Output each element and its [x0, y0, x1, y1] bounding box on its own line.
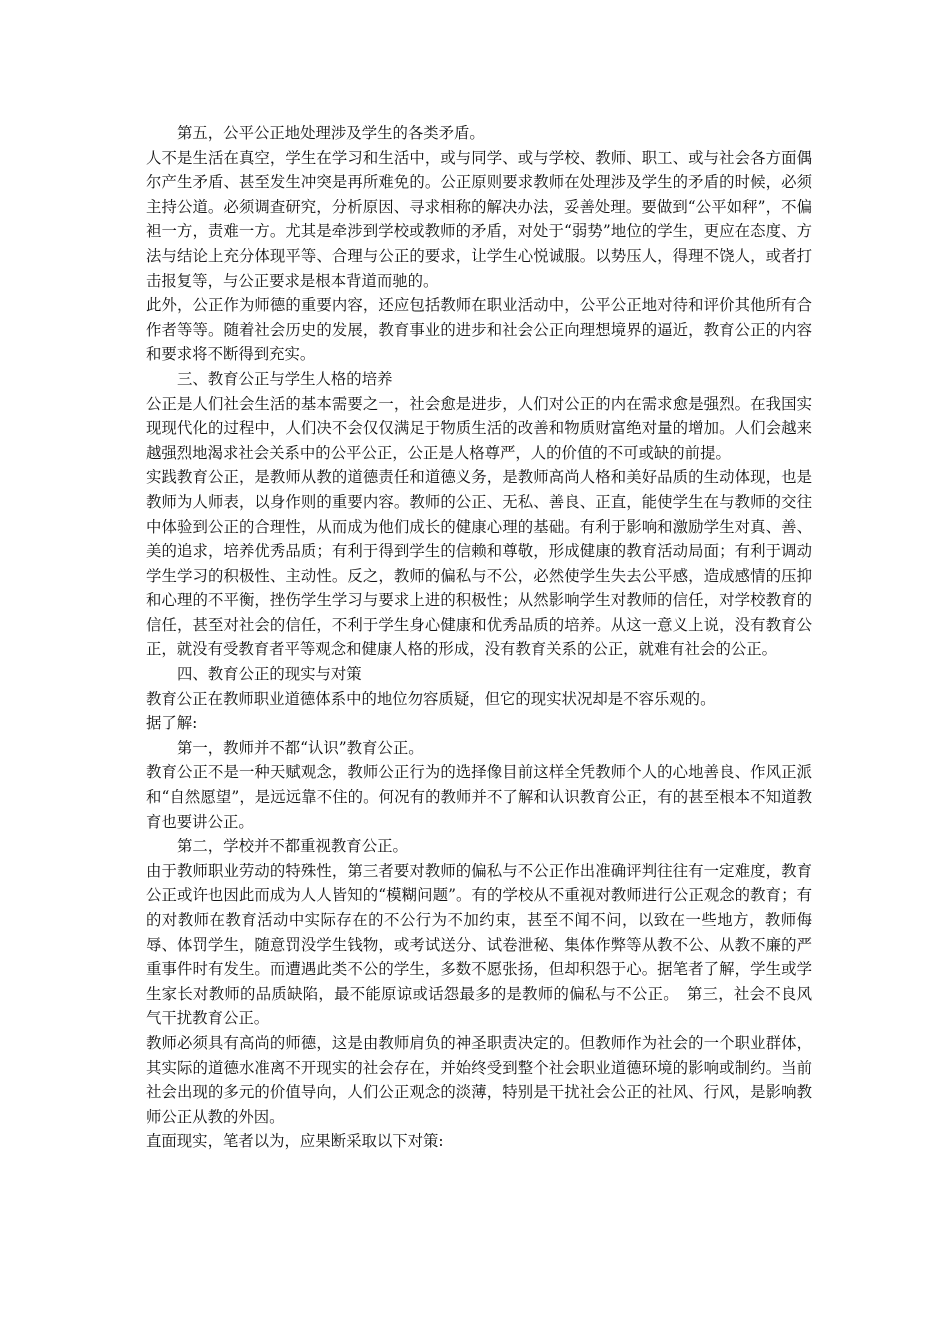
document-body	[146, 121, 812, 1154]
paragraph: 教育公正不是一种天赋观念，教师公正行为的选择像目前这样全凭教师个人的心地善良、作风正派和“自然愿望”，是远远靠不住的。何况有的教师并不了解和认识教育公正，有的甚至根本不知道教育也要讲公正。	[146, 763, 812, 831]
paragraph: 人不是生活在真空，学生在学习和生活中，或与同学、或与学校、教师、职工、或与社会各方面偶尔产生矛盾、甚至发生冲突是再所难免的。公正原则要求教师在处理涉及学生的矛盾的时候，必须主持公道。必须调查研究，分析原因、寻求相称的解决办法，妥善处理。要做到“公平如秤”，不偏袒一方，责难一方。尤其是牵涉到学校或教师的矛盾，对处于“弱势”地位的学生，更应在态度、方法与结论上充分体现平等、合理与公正的要求，让学生心悦诚服。以势压人，得理不饶人，或者打击报复等，与公正要求是根本背道而驰的。	[146, 148, 812, 290]
paragraph: 据了解:	[146, 714, 198, 733]
heading-fifth-point: 第五，公平公正地处理涉及学生的各类矛盾。	[177, 124, 485, 142]
paragraph: 实践教育公正，是教师从教的道德责任和道德义务，是教师高尚人格和美好品质的生动体现，也是教师为人师表，以身作则的重要内容。教师的公正、无私、善良、正直，能使学生在与教师的交往中体验到公正的合理性，从而成为他们成长的健康心理的基础。有利于影响和激励学生对真、善、美的追求，培养优秀品质；有利于得到学生的信赖和尊敬，形成健康的教育活动局面；有利于调动学生学习的积极性、主动性。反之，教师的偏私与不公，必然使学生失去公平感，造成感情的压抑和心理的不平衡，挫伤学生学习与要求上进的积极性；从然影响学生对教师的信任，对学校教育的信任，甚至对社会的信任，不利于学生身心健康和优秀品质的培养。从这一意义上说，没有教育公正，就没有受教育者平等观念和健康人格的形成，没有教育关系的公正，就难有社会的公正。	[146, 468, 812, 659]
section-heading-4: 四、教育公正的现实与对策	[177, 665, 362, 684]
paragraph: 公正是人们社会生活的基本需要之一，社会愈是进步，人们对公正的内在需求愈是强烈。在我国实现现代化的过程中，人们决不会仅仅满足于物质生活的改善和物质财富绝对量的增加。人们会越来越强烈地渴求社会关系中的公平公正，公正是人格尊严，人的价值的不可或缺的前提。	[146, 394, 812, 462]
paragraph: 教育公正在教师职业道德体系中的地位勿容质疑，但它的现实状况却是不容乐观的。	[146, 689, 716, 708]
paragraph: 教师必须具有高尚的师德，这是由教师肩负的神圣职责决定的。但教师作为社会的一个职业群体，其实际的道德水准离不开现实的社会存在，并始终受到整个社会职业道德环境的影响或制约。当前社会出现的多元的价值导向，人们公正观念的淡薄，特别是干扰社会公正的社风、行风，是影响教师公正从教的外因。	[146, 1033, 812, 1126]
section-heading-3: 三、教育公正与学生人格的培养	[177, 369, 393, 388]
paragraph: 此外，公正作为师德的重要内容，还应包括教师在职业活动中，公平公正地对待和评价其他所有合作者等等。随着社会历史的发展，教育事业的进步和社会公正向理想境界的逼近，教育公正的内容和要求将不断得到充实。	[146, 296, 812, 364]
heading-second-point: 第二，学校并不都重视教育公正。	[177, 837, 408, 856]
heading-first-point: 第一，教师并不都“认识”教育公正。	[177, 738, 424, 757]
paragraph: 直面现实，笔者以为，应果断采取以下对策:	[146, 1132, 444, 1151]
paragraph: 由于教师职业劳动的特殊性，第三者要对教师的偏私与不公正作出准确评判往往有一定难度，教育公正或许也因此而成为人人皆知的“模糊问题”。有的学校从不重视对教师进行公正观念的教育；有的对教师在教育活动中实际存在的不公行为不加约束，甚至不闻不问，以致在一些地方，教师侮辱、体罚学生，随意罚没学生钱物，或考试送分、试卷泄秘、集体作弊等从教不公、从教不廉的严重事件时有发生。而遭遇此类不公的学生，多数不愿张扬，但却积怨于心。据笔者了解，学生或学生家长对教师的品质缺陷，最不能原谅或话怨最多的是教师的偏私与不公正。 第三，社会不良风气干扰教育公正。	[146, 861, 812, 1028]
